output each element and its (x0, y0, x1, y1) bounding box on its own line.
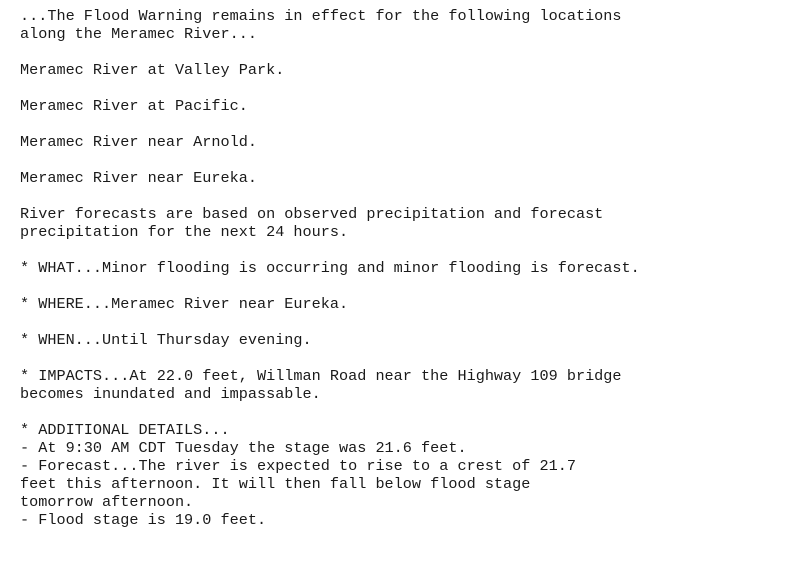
blank-line (20, 43, 640, 61)
intro-line-1: ...The Flood Warning remains in effect for the following locations (20, 7, 622, 25)
blank-line (20, 241, 640, 259)
detail-flood-stage: - Flood stage is 19.0 feet. (20, 511, 267, 529)
forecast-basis-line-2: precipitation for the next 24 hours. (20, 223, 349, 241)
location-arnold: Meramec River near Arnold. (20, 133, 257, 151)
forecast-basis-line-1: River forecasts are based on observed precipitation and forecast (20, 205, 604, 223)
detail-forecast-line-1: - Forecast...The river is expected to rise to a crest of 21.7 (20, 457, 576, 475)
blank-line (20, 79, 640, 97)
blank-line (20, 277, 640, 295)
intro-line-2: along the Meramec River... (20, 25, 257, 43)
when-line: * WHEN...Until Thursday evening. (20, 331, 312, 349)
additional-details-heading: * ADDITIONAL DETAILS... (20, 421, 230, 439)
detail-current-stage: - At 9:30 AM CDT Tuesday the stage was 21.6 feet. (20, 439, 467, 457)
detail-forecast-line-2: feet this afternoon. It will then fall below flood stage (20, 475, 531, 493)
blank-line (20, 187, 640, 205)
flood-warning-text (20, 7, 640, 529)
location-pacific: Meramec River at Pacific. (20, 97, 248, 115)
blank-line (20, 403, 640, 421)
location-eureka: Meramec River near Eureka. (20, 169, 257, 187)
blank-line (20, 349, 640, 367)
blank-line (20, 151, 640, 169)
blank-line (20, 115, 640, 133)
where-line: * WHERE...Meramec River near Eureka. (20, 295, 349, 313)
impacts-line-2: becomes inundated and impassable. (20, 385, 321, 403)
impacts-line-1: * IMPACTS...At 22.0 feet, Willman Road near the Highway 109 bridge (20, 367, 622, 385)
what-line: * WHAT...Minor flooding is occurring and minor flooding is forecast. (20, 259, 640, 277)
blank-line (20, 313, 640, 331)
detail-forecast-line-3: tomorrow afternoon. (20, 493, 194, 511)
location-valley-park: Meramec River at Valley Park. (20, 61, 285, 79)
